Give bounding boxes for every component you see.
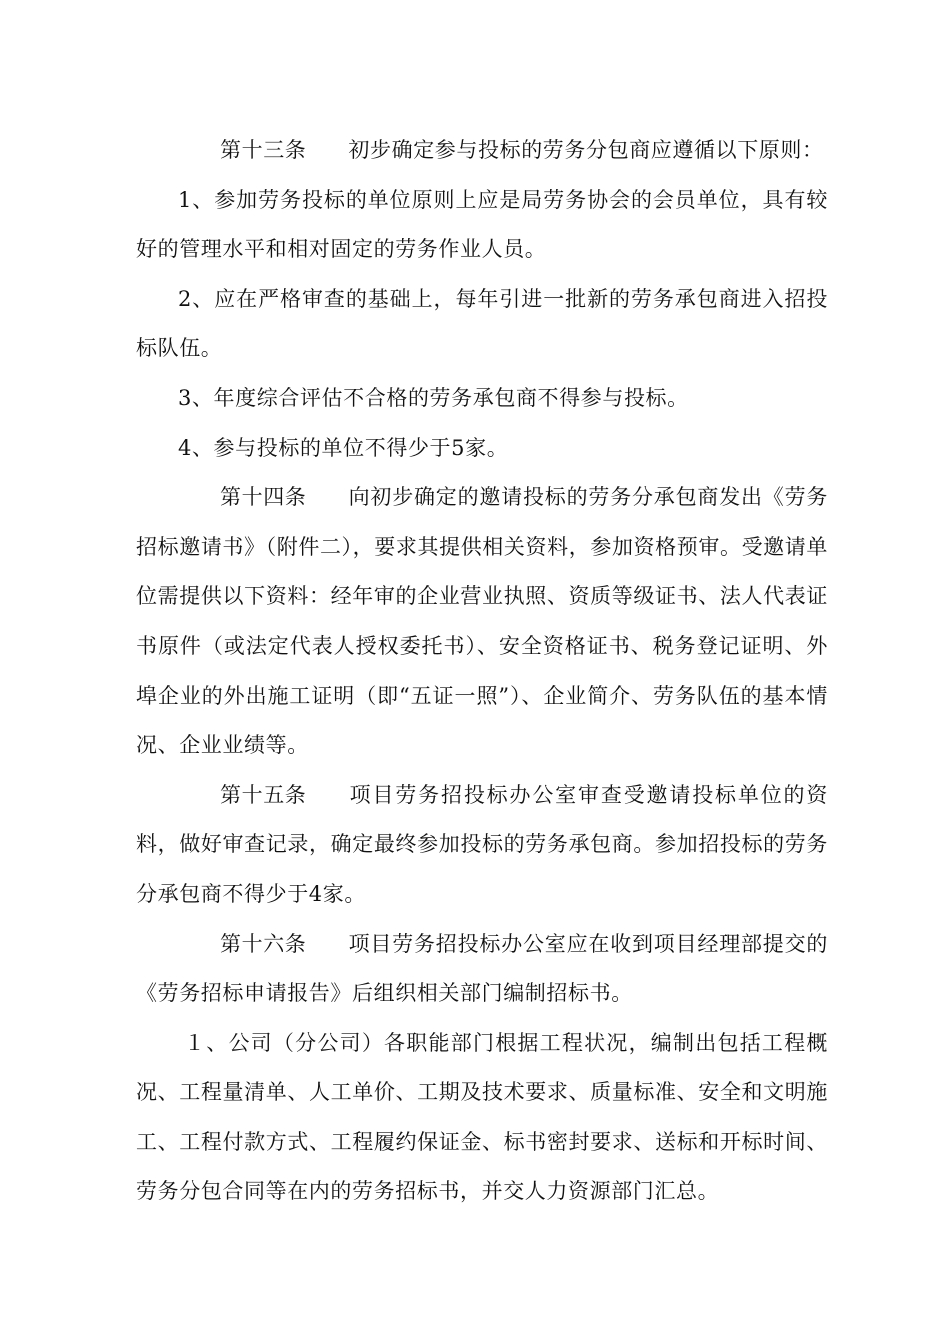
article-text: 项目劳务招投标办公室应在收到项目经理部提交的《劳务招标申请报告》后组织相关部门编制招标书。 [136, 931, 828, 1006]
article-text: 初步确定参与投标的劳务分包商应遵循以下原则： [348, 138, 824, 162]
article-14 [136, 473, 828, 771]
article-16-item-1: １、公司（分公司）各职能部门根据工程状况，编制出包括工程概况、工程量清单、人工单价、工期及技术要求、质量标准、安全和文明施工、工程付款方式、工程履约保证金、标书密封要求、送标和开标时间、劳务分包合同等在内的劳务招标书，并交人力资源部门汇总。 [136, 1030, 828, 1204]
article-number: 第十六条 [220, 931, 307, 956]
article-13-item-4: 4、参与投标的单位不得少于5家。 [178, 435, 509, 460]
article-number: 第十五条 [220, 782, 307, 807]
article-text: 向初步确定的邀请投标的劳务分承包商发出《劳务招标邀请书》（附件二），要求其提供相关资料，参加资格预审。受邀请单位需提供以下资料：经年审的企业营业执照、资质等级证书、法人代表证书原件（或法定代表人授权委托书）、安全资格证书、税务登记证明、外埠企业的外出施工证明（即“五证一照”）、企业简介、劳务队伍的基本情况、企业业绩等。 [136, 485, 828, 758]
article-13-item-2: 2、应在严格审查的基础上，每年引进一批新的劳务承包商进入招投标队伍。 [136, 286, 828, 361]
article-16 [136, 920, 828, 1019]
article-text: 项目劳务招投标办公室审查受邀请投标单位的资料，做好审查记录，确定最终参加投标的劳务承包商。参加招投标的劳务分承包商不得少于4家。 [136, 782, 828, 906]
document-body [136, 126, 828, 1217]
article-13-item-1: 1、参加劳务投标的单位原则上应是局劳务协会的会员单位，具有较好的管理水平和相对固定的劳务作业人员。 [136, 187, 828, 262]
article-number: 第十四条 [220, 485, 307, 510]
article-number: 第十三条 [220, 138, 307, 162]
article-13-item-3: 3、年度综合评估不合格的劳务承包商不得参与投标。 [178, 385, 689, 410]
article-13 [136, 126, 828, 176]
article-15 [136, 771, 828, 920]
